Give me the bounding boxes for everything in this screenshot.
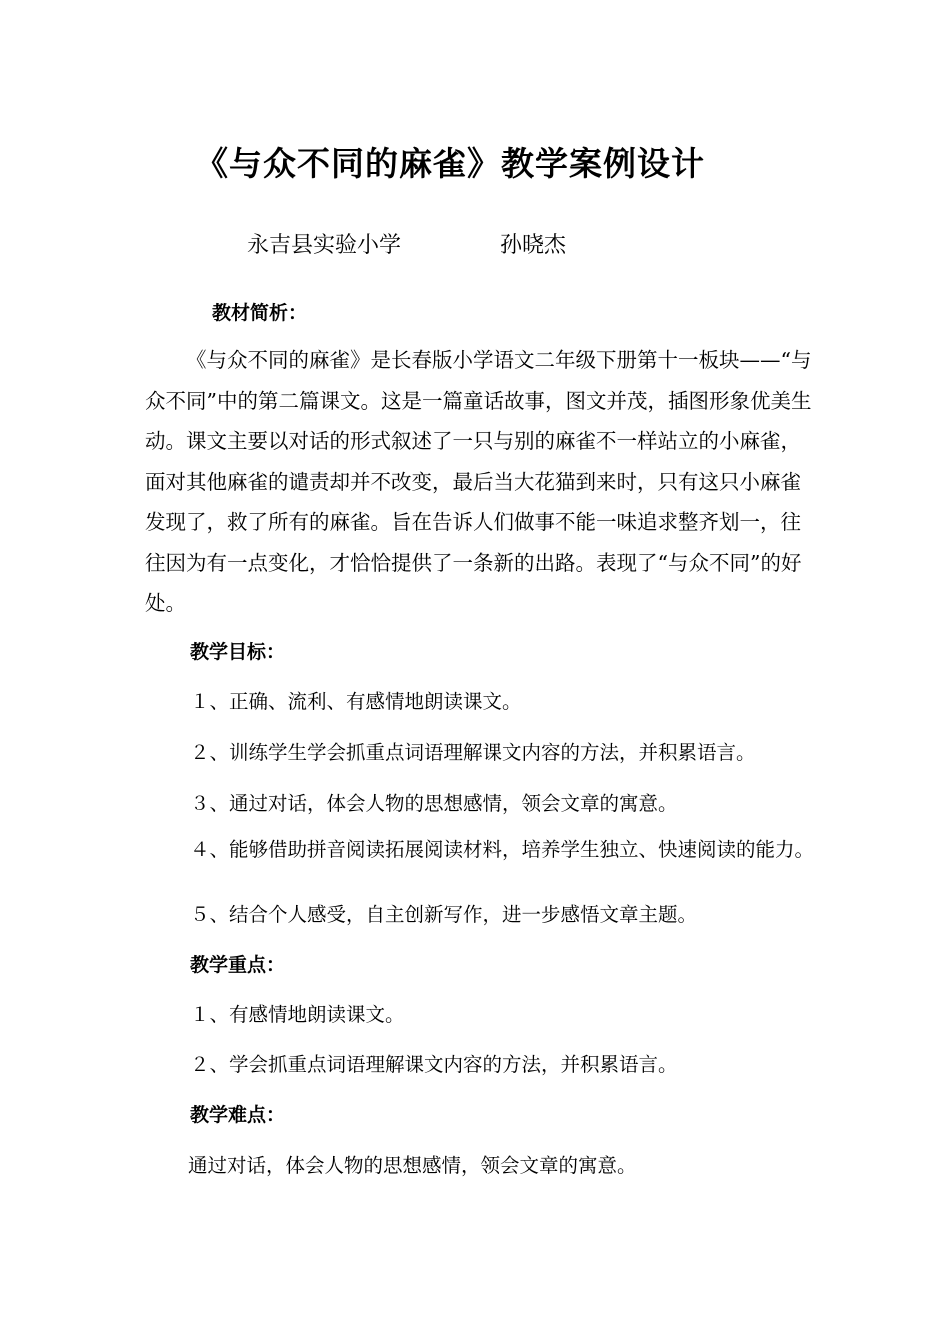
analysis-heading: 教材简析： <box>212 302 308 324</box>
author-name: 孙晓杰 <box>500 233 567 258</box>
goal-item: ３、通过对话，体会人物的思想感情，领会文章的寓意。 <box>190 792 678 815</box>
difficulties-heading: 教学难点： <box>190 1104 286 1126</box>
document-title: 《与众不同的麻雀》教学案例设计 <box>195 144 705 183</box>
key-points-heading: 教学重点： <box>190 954 286 976</box>
goal-item: ５、结合个人感受，自主创新写作，进一步感悟文章主题。 <box>190 903 698 926</box>
goal-item: ４、能够借助拼音阅读拓展阅读材料，培养学生独立、快速阅读的能力。 <box>190 838 815 861</box>
difficulties-text: 通过对话，体会人物的思想感情，领会文章的寓意。 <box>188 1154 637 1177</box>
key-point-item: ２、学会抓重点词语理解课文内容的方法，并积累语言。 <box>190 1053 678 1076</box>
key-point-item: １、有感情地朗读课文。 <box>190 1003 405 1026</box>
goals-heading: 教学目标： <box>190 641 286 663</box>
goal-item: ２、训练学生学会抓重点词语理解课文内容的方法，并积累语言。 <box>190 741 756 764</box>
goal-item: １、正确、流利、有感情地朗读课文。 <box>190 690 522 713</box>
school-name: 永吉县实验小学 <box>247 233 402 258</box>
analysis-paragraph: 《与众不同的麻雀》是长春版小学语文二年级下册第十一板块——“与众不同”中的第二篇课文。这是一篇童话故事，图文并茂，插图形象优美生动。课文主要以对话的形式叙述了一只与别的麻雀不一样站立的小麻雀，面对其他麻雀的谴责却并不改变，最后当大花猫到来时，只有这只小麻雀发现了，救了所有的麻雀。旨在告诉人们做事不能一味追求整齐划一，往往因为有一点变化，才恰恰提供了一条新的出路。表现了“与众不同”的好处。 <box>145 348 812 615</box>
